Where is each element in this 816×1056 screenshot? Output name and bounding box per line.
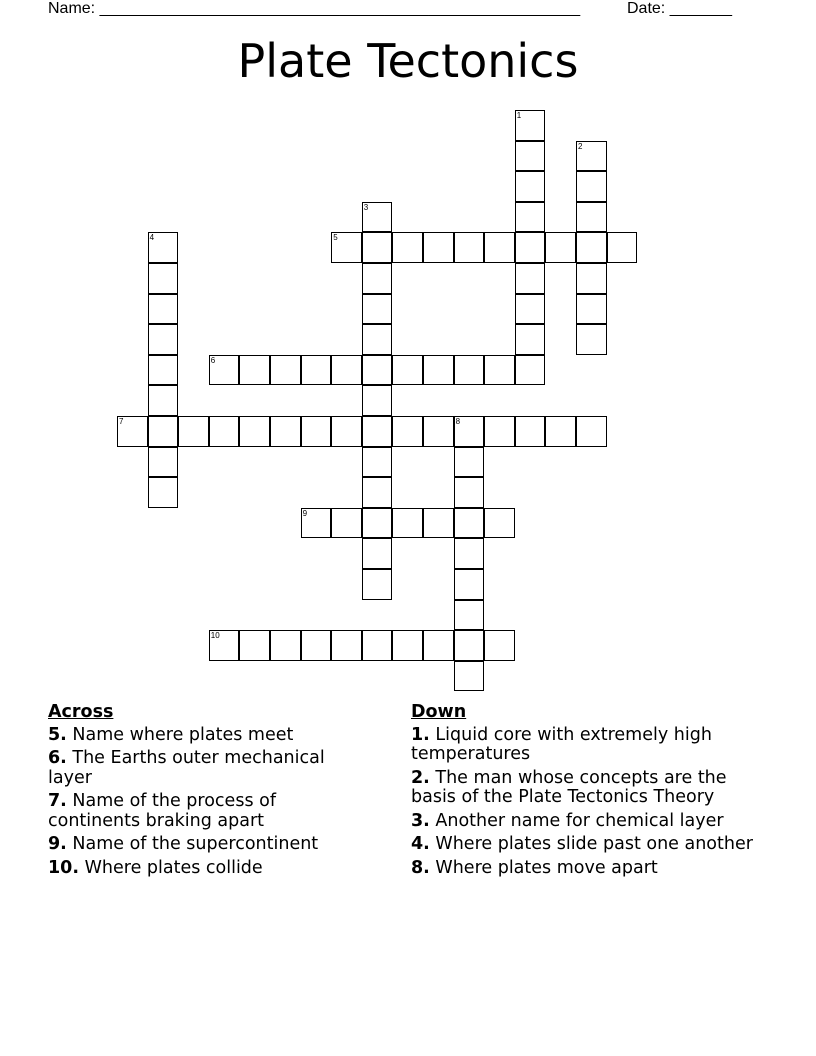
clue-number: 6. <box>48 748 67 768</box>
crossword-cell[interactable] <box>148 477 179 508</box>
crossword-cell[interactable] <box>454 477 485 508</box>
crossword-cell[interactable] <box>515 202 546 233</box>
crossword-cell[interactable] <box>239 355 270 386</box>
crossword-cell[interactable] <box>209 416 240 447</box>
cell-number: 2 <box>578 141 583 151</box>
crossword-cell[interactable] <box>423 508 454 539</box>
crossword-cell[interactable] <box>484 232 515 263</box>
crossword-cell[interactable] <box>270 416 301 447</box>
crossword-cell[interactable] <box>239 630 270 661</box>
clue-number: 10. <box>48 857 80 878</box>
clue-number: 3. <box>411 810 430 831</box>
cell-number: 5 <box>333 233 338 243</box>
crossword-cell[interactable] <box>392 416 423 447</box>
crossword-cell[interactable] <box>576 263 607 294</box>
clue-text: Where plates collide <box>84 857 263 878</box>
crossword-cell[interactable] <box>362 355 393 386</box>
crossword-cell[interactable] <box>423 416 454 447</box>
crossword-cell[interactable] <box>392 232 423 263</box>
crossword-cell[interactable] <box>484 508 515 539</box>
crossword-cell[interactable] <box>148 294 179 325</box>
crossword-cell[interactable] <box>576 416 607 447</box>
crossword-cell[interactable] <box>148 263 179 294</box>
clue-text: The Earths outer mechanical layer <box>48 748 325 788</box>
crossword-cell[interactable] <box>270 355 301 386</box>
crossword-cell[interactable] <box>545 416 576 447</box>
clue-number: 7. <box>48 791 67 811</box>
crossword-cell[interactable] <box>576 294 607 325</box>
crossword-cell[interactable] <box>209 355 240 386</box>
clue-number: 9. <box>48 834 67 854</box>
crossword-cell[interactable] <box>454 416 485 447</box>
crossword-cell[interactable] <box>148 232 179 263</box>
crossword-cell[interactable] <box>270 630 301 661</box>
clue-across <box>48 726 368 746</box>
crossword-cell[interactable] <box>117 416 148 447</box>
crossword-cell[interactable] <box>423 630 454 661</box>
crossword-cell[interactable] <box>515 232 546 263</box>
crossword-cell[interactable] <box>301 416 332 447</box>
clue-down <box>411 835 761 855</box>
crossword-cell[interactable] <box>362 630 393 661</box>
crossword-cell[interactable] <box>362 385 393 416</box>
down-clues <box>411 703 761 882</box>
crossword-cell[interactable] <box>454 232 485 263</box>
crossword-cell[interactable] <box>454 661 485 692</box>
crossword-cell[interactable] <box>576 232 607 263</box>
crossword-cell[interactable] <box>392 630 423 661</box>
cell-number: 9 <box>302 508 308 518</box>
crossword-cell[interactable] <box>454 447 485 478</box>
clue-number: 4. <box>411 834 430 854</box>
clue-down <box>411 726 761 765</box>
crossword-cell[interactable] <box>454 355 485 386</box>
clue-text: Another name for chemical layer <box>435 810 724 831</box>
crossword-cell[interactable] <box>392 508 423 539</box>
clue-number: 5. <box>48 724 67 745</box>
crossword-cell[interactable] <box>392 355 423 386</box>
crossword-cell[interactable] <box>454 508 485 539</box>
crossword-cell[interactable] <box>148 385 179 416</box>
crossword-cell[interactable] <box>454 569 485 600</box>
clue-text: Where plates slide past one another <box>435 834 753 854</box>
clue-number: 1. <box>411 724 430 745</box>
crossword-cell[interactable] <box>331 416 362 447</box>
cell-number: 3 <box>363 202 369 212</box>
crossword-cell[interactable] <box>576 141 607 172</box>
crossword-cell[interactable] <box>148 447 179 478</box>
cell-number: 1 <box>516 111 522 120</box>
clue-number: 2. <box>411 767 430 788</box>
crossword-cell[interactable] <box>454 538 485 569</box>
across-clues <box>48 703 368 882</box>
crossword-cell[interactable] <box>301 630 332 661</box>
crossword-cell[interactable] <box>484 630 515 661</box>
cell-number: 6 <box>210 355 216 365</box>
crossword-cell[interactable] <box>362 294 393 325</box>
crossword-cell[interactable] <box>331 630 362 661</box>
clue-text: Liquid core with extremely high temperatures <box>411 724 712 764</box>
crossword-cell[interactable] <box>362 508 393 539</box>
crossword-cell[interactable] <box>515 355 546 386</box>
crossword-cell[interactable] <box>362 324 393 355</box>
crossword-cell[interactable] <box>239 416 270 447</box>
clue-text: Where plates move apart <box>435 857 658 878</box>
crossword-cell[interactable] <box>576 324 607 355</box>
clue-across <box>48 749 368 788</box>
crossword-cell[interactable] <box>454 630 485 661</box>
crossword-cell[interactable] <box>576 202 607 233</box>
name-field-label: Name: ______________________________________________________ <box>48 0 581 17</box>
clue-number: 8. <box>411 857 430 878</box>
across-heading: Across <box>48 702 114 722</box>
clue-text: Name of the supercontinent <box>72 834 319 854</box>
crossword-cell[interactable] <box>362 232 393 263</box>
crossword-cell[interactable] <box>515 416 546 447</box>
cell-number: 4 <box>149 233 155 243</box>
crossword-cell[interactable] <box>331 508 362 539</box>
crossword-cell[interactable] <box>576 171 607 202</box>
crossword-cell[interactable] <box>209 630 240 661</box>
crossword-cell[interactable] <box>148 355 179 386</box>
clue-down <box>411 812 761 832</box>
crossword-cell[interactable] <box>423 232 454 263</box>
crossword-cell[interactable] <box>515 110 546 141</box>
clue-down <box>411 859 761 879</box>
crossword-cell[interactable] <box>362 477 393 508</box>
crossword-cell[interactable] <box>331 355 362 386</box>
crossword-cell[interactable] <box>545 232 576 263</box>
date-field-label: Date: _______ <box>627 0 732 17</box>
crossword-cell[interactable] <box>423 355 454 386</box>
crossword-cell[interactable] <box>515 141 546 172</box>
crossword-cell[interactable] <box>515 294 546 325</box>
crossword-cell[interactable] <box>484 355 515 386</box>
crossword-cell[interactable] <box>515 324 546 355</box>
clue-across <box>48 859 368 879</box>
clue-text: Name where plates meet <box>72 724 294 745</box>
crossword-cell[interactable] <box>362 202 393 233</box>
cell-number: 10 <box>210 631 220 641</box>
clue-text: Name of the process of continents braking apart <box>48 791 276 831</box>
crossword-cell[interactable] <box>301 508 332 539</box>
crossword-cell[interactable] <box>454 600 485 631</box>
crossword-cell[interactable] <box>148 416 179 447</box>
clue-down <box>411 769 761 808</box>
page-title: Plate Tectonics <box>237 34 579 88</box>
clue-across <box>48 835 368 855</box>
clue-across <box>48 792 368 831</box>
crossword-cell[interactable] <box>362 569 393 600</box>
cell-number: 7 <box>119 417 124 426</box>
clue-text: The man whose concepts are the basis of the Plate Tectonics Theory <box>411 767 727 807</box>
crossword-cell[interactable] <box>515 263 546 294</box>
crossword-cell[interactable] <box>148 324 179 355</box>
crossword-cell[interactable] <box>362 263 393 294</box>
crossword-cell[interactable] <box>178 416 209 447</box>
cell-number: 8 <box>455 417 461 426</box>
crossword-cell[interactable] <box>301 355 332 386</box>
crossword-cell[interactable] <box>515 171 546 202</box>
crossword-cell[interactable] <box>484 416 515 447</box>
crossword-cell[interactable] <box>362 447 393 478</box>
crossword-cell[interactable] <box>362 538 393 569</box>
down-heading: Down <box>411 702 467 722</box>
crossword-cell[interactable] <box>331 232 362 263</box>
crossword-cell[interactable] <box>362 416 393 447</box>
crossword-cell[interactable] <box>607 232 638 263</box>
